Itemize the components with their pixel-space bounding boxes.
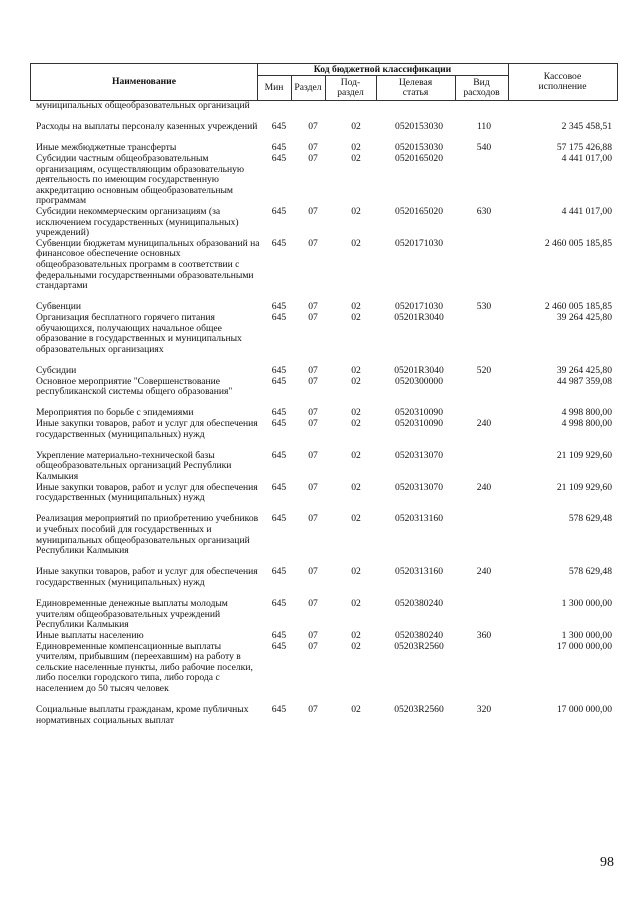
table-row: [0, 154, 640, 207]
row-celevaya: 0520165020: [395, 205, 443, 217]
table-row: [0, 642, 640, 706]
row-celevaya: 05201R3040: [394, 311, 444, 323]
row-name: Иные выплаты населению: [36, 629, 144, 641]
row-sum: 2 345 458,51: [561, 121, 612, 133]
row-min: 645: [271, 417, 287, 429]
row-podrazdel: 02: [351, 364, 361, 376]
row-razdel: 07: [308, 481, 318, 493]
table-body: [0, 101, 640, 737]
header-code-group: Код бюджетной классификации: [313, 63, 452, 75]
header-vid: Вид расходов: [463, 77, 500, 98]
table-row: [0, 377, 640, 409]
row-name: Иные межбюджетные трансферты: [36, 142, 177, 154]
table-row: [0, 567, 640, 599]
row-name: Иные закупки товаров, работ и услуг для обеспечения государственных (муниципальных) нужд: [36, 566, 258, 588]
row-podrazdel: 02: [351, 142, 361, 154]
row-podrazdel: 02: [351, 704, 361, 716]
header-celevaya: Целевая статья: [398, 77, 433, 98]
row-vid: 360: [476, 629, 492, 641]
row-razdel: 07: [308, 407, 318, 419]
row-celevaya: 0520310090: [395, 407, 443, 419]
row-celevaya: 0520171030: [395, 237, 443, 249]
header-min: Мин: [264, 82, 284, 93]
header-podrazdel: Под- раздел: [337, 77, 364, 98]
row-sum: 4 998 800,00: [561, 417, 612, 429]
row-celevaya: 0520313160: [395, 566, 443, 578]
row-name: Иные закупки товаров, работ и услуг для обеспечения государственных (муниципальных) нужд: [36, 417, 258, 440]
row-razdel: 07: [308, 417, 318, 429]
row-min: 645: [271, 566, 287, 578]
row-sum: 44 987 359,08: [556, 375, 612, 387]
row-sum: 2 460 005 185,85: [544, 301, 612, 313]
row-sum: 39 264 425,80: [556, 364, 612, 376]
row-min: 645: [271, 407, 287, 419]
row-min: 645: [271, 375, 287, 387]
row-podrazdel: 02: [351, 407, 361, 419]
row-min: 645: [271, 364, 287, 376]
row-celevaya: 0520380240: [395, 598, 443, 610]
row-podrazdel: 02: [351, 205, 361, 217]
row-min: 645: [271, 311, 287, 323]
row-razdel: 07: [308, 237, 318, 249]
row-name: муниципальных общеобразовательных организаций: [36, 100, 250, 111]
table-row: [0, 366, 640, 377]
row-razdel: 07: [308, 311, 318, 323]
row-name: Субвенции бюджетам муниципальных образований на финансовое обеспечение основных общеобразовательных программ в соответствии с федеральными государственными образовательными стандартами: [36, 237, 260, 292]
row-razdel: 07: [308, 142, 318, 154]
header-name: Наименование: [112, 76, 176, 87]
row-sum: 39 264 425,80: [556, 311, 612, 323]
row-min: 645: [271, 629, 287, 641]
row-name: Субвенции: [36, 301, 81, 313]
row-name: Иные закупки товаров, работ и услуг для обеспечения государственных (муниципальных) нужд: [36, 481, 258, 504]
row-vid: 240: [476, 566, 492, 578]
row-sum: 1 300 000,00: [561, 598, 612, 610]
table-row: [0, 451, 640, 483]
row-vid: 110: [476, 121, 492, 133]
row-sum: 578 629,48: [568, 513, 612, 525]
row-podrazdel: 02: [351, 449, 361, 461]
row-sum: 578 629,48: [568, 566, 612, 578]
row-razdel: 07: [308, 152, 318, 164]
row-sum: 4 441 017,00: [561, 205, 612, 217]
row-razdel: 07: [308, 566, 318, 578]
row-min: 645: [271, 152, 287, 164]
row-sum: 17 000 000,00: [556, 704, 612, 716]
row-podrazdel: 02: [351, 598, 361, 610]
row-celevaya: 0520313160: [395, 513, 443, 525]
page-number: 98: [600, 855, 614, 870]
row-razdel: 07: [308, 704, 318, 716]
row-celevaya: 0520310090: [395, 417, 443, 429]
row-razdel: 07: [308, 364, 318, 376]
table-row: [0, 514, 640, 567]
row-razdel: 07: [308, 205, 318, 217]
row-podrazdel: 02: [351, 629, 361, 641]
table-row: [0, 239, 640, 303]
row-name: Организация бесплатного горячего питания обучающихся, получающих начальное общее образование в государственных и муниципальных образовательных организациях: [36, 311, 242, 355]
row-name: Мероприятия по борьбе с эпидемиями: [36, 407, 194, 419]
row-name: Субсидии некоммерческим организациям (за исключением государственных (муниципальных) учреждений): [36, 205, 239, 239]
row-podrazdel: 02: [351, 237, 361, 249]
row-name: Субсидии частным общеобразовательным организациям, осуществляющим образовательную деятельность по имеющим государственную аккредитацию основным общеобразовательным программам: [36, 152, 245, 207]
row-podrazdel: 02: [351, 311, 361, 323]
row-vid: 630: [476, 205, 492, 217]
row-razdel: 07: [308, 513, 318, 525]
row-name: Укрепление материально-технической базы общеобразовательных организаций Республики Калмыкия: [36, 449, 232, 482]
row-vid: 240: [476, 481, 492, 493]
row-name: Основное мероприятие "Совершенствование республиканской системы общего образования": [36, 375, 233, 398]
row-celevaya: 0520313070: [395, 449, 443, 461]
table-header: [30, 63, 618, 101]
row-min: 645: [271, 640, 287, 652]
row-celevaya: 0520171030: [395, 301, 443, 313]
row-sum: 2 460 005 185,85: [544, 237, 612, 249]
row-min: 645: [271, 449, 287, 461]
row-name: Социальные выплаты гражданам, кроме публичных нормативных социальных выплат: [36, 704, 249, 726]
row-vid: 520: [476, 364, 492, 376]
row-name: Единовременные компенсационные выплаты учителям, прибывшим (переехавшим) на работу в сельские населенные пункты, либо рабочие поселки, либо поселки городского типа, либо города с населением до 50 тысяч человек: [36, 640, 253, 694]
row-min: 645: [271, 121, 287, 133]
row-razdel: 07: [308, 640, 318, 652]
row-razdel: 07: [308, 301, 318, 313]
row-celevaya: 0520380240: [395, 629, 443, 641]
row-min: 645: [271, 513, 287, 525]
row-podrazdel: 02: [351, 152, 361, 164]
row-min: 645: [271, 142, 287, 154]
table-row: [0, 207, 640, 239]
row-celevaya: 0520300000: [395, 375, 443, 387]
table-row: [0, 483, 640, 515]
row-vid: 240: [476, 417, 492, 429]
row-podrazdel: 02: [351, 375, 361, 387]
row-razdel: 07: [308, 598, 318, 610]
table-row: [0, 101, 640, 122]
row-min: 645: [271, 704, 287, 716]
row-podrazdel: 02: [351, 481, 361, 493]
row-vid: 530: [476, 301, 492, 313]
row-podrazdel: 02: [351, 121, 361, 133]
row-min: 645: [271, 205, 287, 217]
table-row: [0, 419, 640, 451]
row-min: 645: [271, 598, 287, 610]
row-celevaya: 05201R3040: [394, 364, 444, 376]
header-razdel: Раздел: [294, 82, 322, 93]
row-min: 645: [271, 301, 287, 313]
row-sum: 1 300 000,00: [561, 629, 612, 641]
row-sum: 17 000 000,00: [556, 640, 612, 652]
row-celevaya: 0520165020: [395, 152, 443, 164]
row-sum: 57 175 426,88: [556, 142, 612, 154]
row-razdel: 07: [308, 375, 318, 387]
row-min: 645: [271, 237, 287, 249]
row-vid: 540: [476, 142, 492, 154]
table-row: [0, 599, 640, 631]
row-name: Расходы на выплаты персоналу казенных учреждений: [36, 121, 258, 133]
table-row: [0, 122, 640, 143]
row-razdel: 07: [308, 629, 318, 641]
header-kassa: Кассовое исполнение: [538, 71, 587, 92]
table-row: [0, 705, 640, 737]
row-name: Единовременные денежные выплаты молодым учителям общеобразовательных учреждений Республики Калмыкия: [36, 598, 228, 631]
row-sum: 21 109 929,60: [556, 449, 612, 461]
row-razdel: 07: [308, 121, 318, 133]
row-celevaya: 0520153030: [395, 121, 443, 133]
row-podrazdel: 02: [351, 513, 361, 525]
row-podrazdel: 02: [351, 301, 361, 313]
row-podrazdel: 02: [351, 640, 361, 652]
row-name: Субсидии: [36, 364, 77, 376]
row-sum: 4 998 800,00: [561, 407, 612, 419]
table-row: [0, 313, 640, 366]
row-celevaya: 05203R2560: [394, 640, 444, 652]
row-name: Реализация мероприятий по приобретению учебников и учебных пособий для государственных и муниципальных общеобразовательных организаций Республики Калмыкия: [36, 513, 259, 557]
table-row: [0, 631, 640, 642]
row-razdel: 07: [308, 449, 318, 461]
row-celevaya: 0520313070: [395, 481, 443, 493]
row-podrazdel: 02: [351, 417, 361, 429]
row-celevaya: 0520153030: [395, 142, 443, 154]
row-sum: 21 109 929,60: [556, 481, 612, 493]
row-sum: 4 441 017,00: [561, 152, 612, 164]
row-min: 645: [271, 481, 287, 493]
row-podrazdel: 02: [351, 566, 361, 578]
row-celevaya: 05203R2560: [394, 704, 444, 716]
row-vid: 320: [476, 704, 492, 716]
